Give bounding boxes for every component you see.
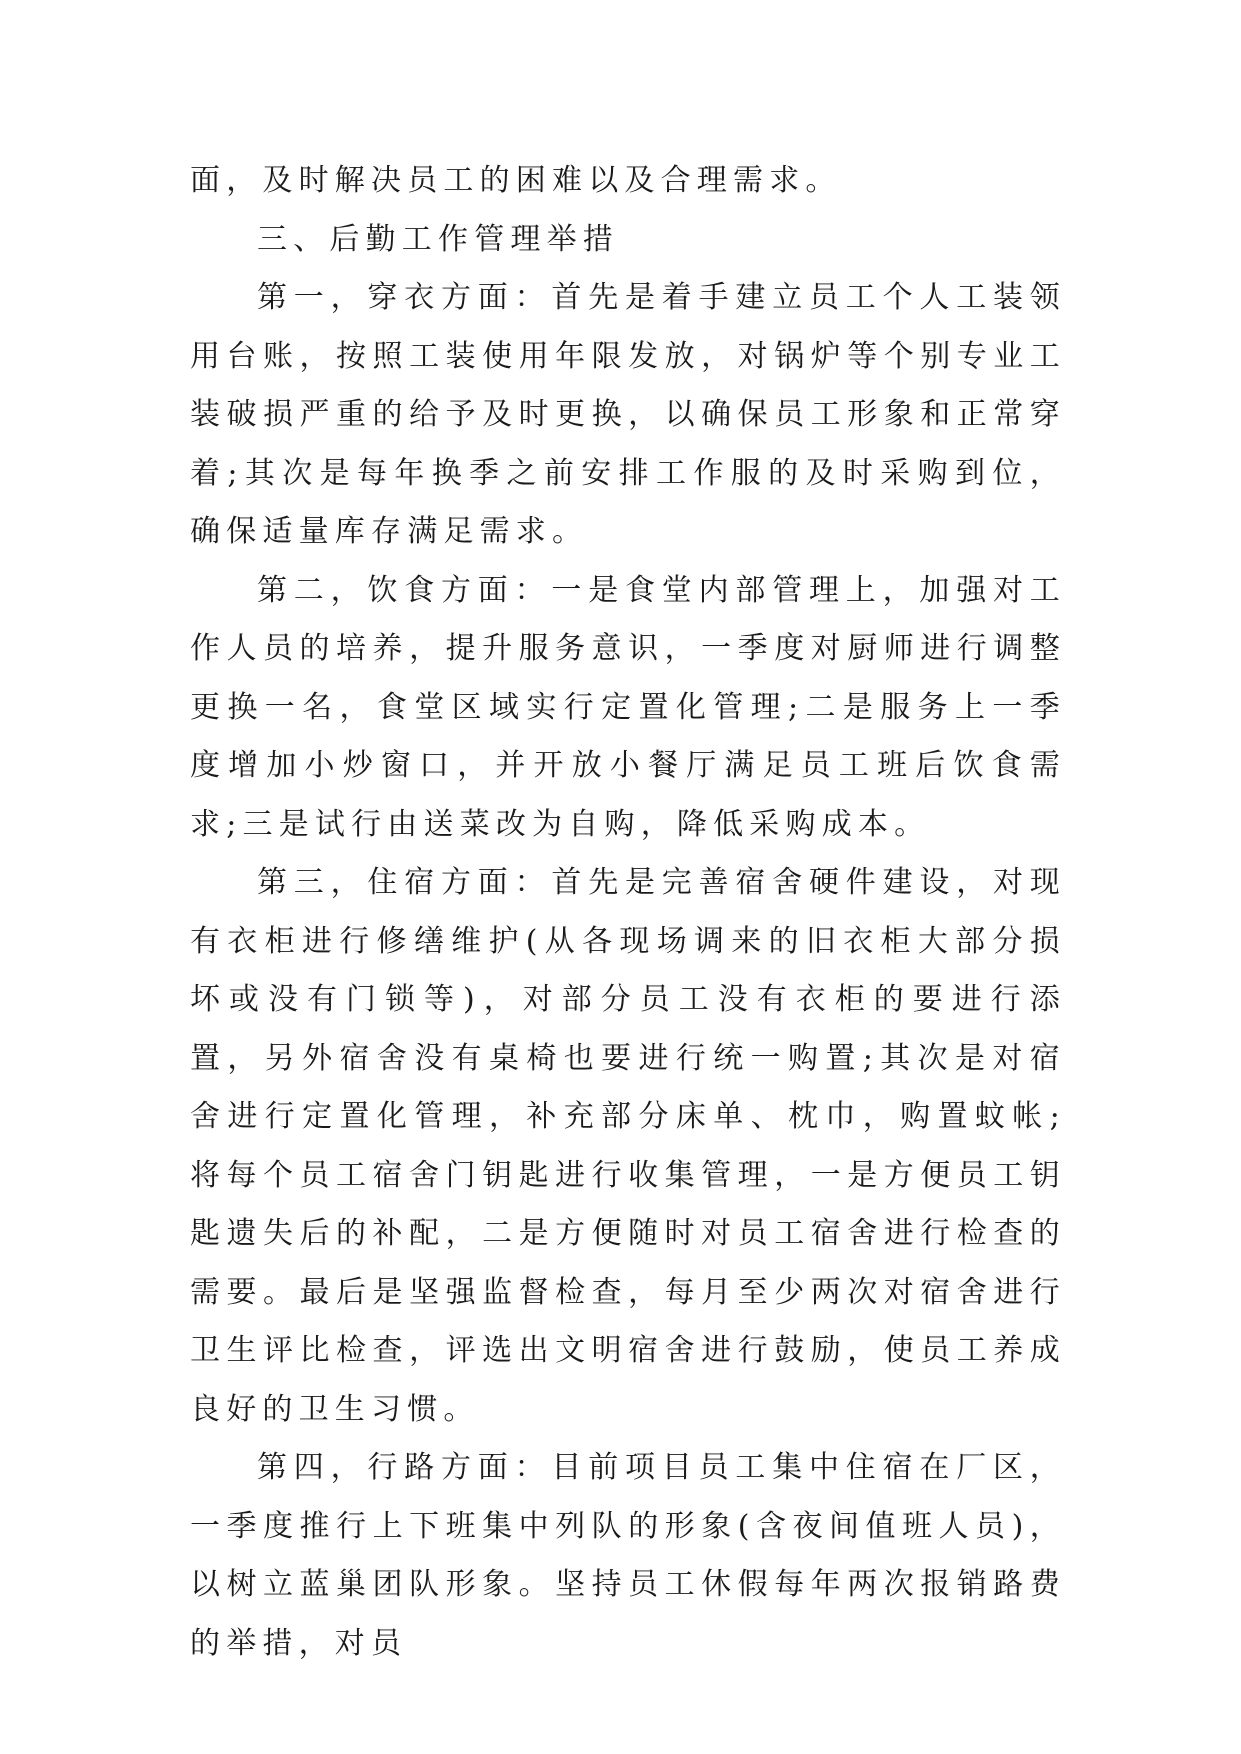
section-heading: 三、后勤工作管理举措 <box>257 221 619 257</box>
paragraph-travel: 第四，行路方面：目前项目员工集中住宿在厂区，一季度推行上下班集中列队的形象(含夜间值班人员)，以树立蓝巢团队形象。坚持员工休假每年两次报销路费的举措，对员 <box>190 1450 1066 1661</box>
document-page <box>190 152 1066 1673</box>
paragraph-continuation: 面，及时解决员工的困难以及合理需求。 <box>190 163 842 198</box>
paragraph-housing: 第三，住宿方面：首先是完善宿舍硬件建设，对现有衣柜进行修缮维护(从各现场调来的旧衣柜大部分损坏或没有门锁等)，对部分员工没有衣柜的要进行添置，另外宿舍没有桌椅也要进行统一购置;其次是对宿舍进行定置化管理，补充部分床单、枕巾，购置蚊帐;将每个员工宿舍门钥匙进行收集管理，一是方便员工钥匙遗失后的补配，二是方便随时对员工宿舍进行检查的需要。最后是坚强监督检查，每月至少两次对宿舍进行卫生评比检查，评选出文明宿舍进行鼓励，使员工养成良好的卫生习惯。 <box>190 865 1066 1427</box>
paragraph-diet: 第二，饮食方面：一是食堂内部管理上，加强对工作人员的培养，提升服务意识，一季度对厨师进行调整更换一名，食堂区域实行定置化管理;二是服务上一季度增加小炒窗口，并开放小餐厅满足员工班后饮食需求;三是试行由送菜改为自购，降低采购成本。 <box>190 572 1066 842</box>
paragraph-clothing: 第一，穿衣方面：首先是着手建立员工个人工装领用台账，按照工装使用年限发放，对锅炉等个别专业工装破损严重的给予及时更换，以确保员工形象和正常穿着;其次是每年换季之前安排工作服的及时采购到位，确保适量库存满足需求。 <box>190 280 1066 549</box>
